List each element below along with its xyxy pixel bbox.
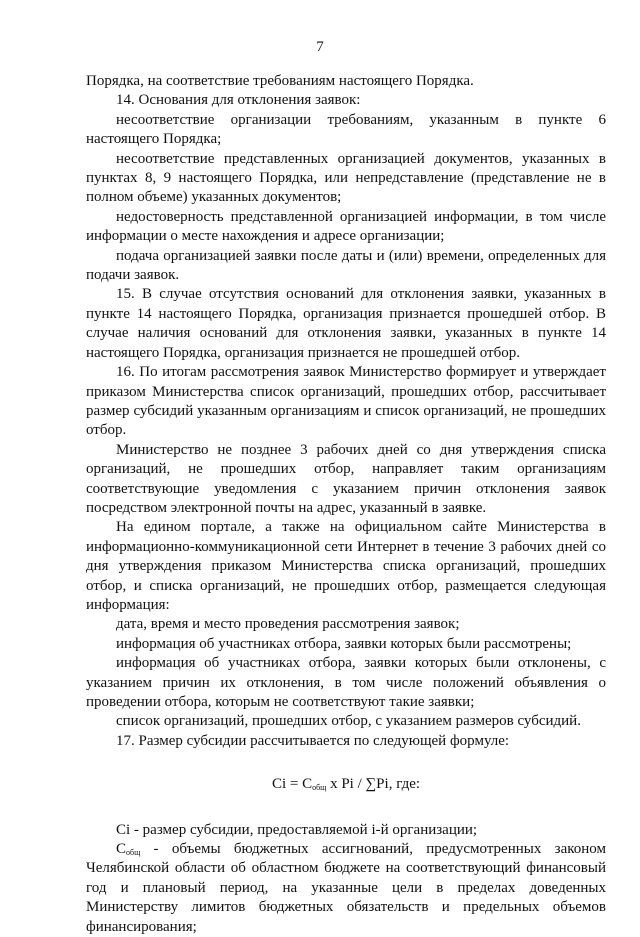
paragraph: На едином портале, а также на официальном сайте Министерства в информационно-коммуникационной сети Интернет в течение 3 рабочих дней со дня утверждения приказом Министерства списка организаций, прошедших отбор, и списка организаций, не прошедших отбор, размещается следующая информация: bbox=[86, 519, 606, 613]
paragraph: Министерство не позднее 3 рабочих дней со дня утверждения списка организаций, не прошедших отбор, направляет таким организациям соответствующие уведомления с указанием причин отклонения заявок посредством электронной почты на адрес, указанный в заявке. bbox=[86, 441, 606, 516]
cobsh-symbol: C bbox=[116, 841, 127, 858]
document-body bbox=[86, 72, 606, 937]
cobsh-text: - объемы бюджетных ассигнований, предусмотренных законом Челябинской области об областном бюджете на соответствующий финансовый год и плановый период, на указанные цели в пределах доведенных Министерству лимитов бюджетных обязательств и предельных объемов финансирования; bbox=[86, 841, 606, 935]
cobsh-definition bbox=[86, 840, 606, 937]
paragraph: Порядка, на соответствие требованиям настоящего Порядка. bbox=[86, 73, 474, 89]
formula-right: x Pi / ∑Pi, где: bbox=[326, 776, 421, 793]
paragraph: подача организацией заявки после даты и (или) времени, определенных для подачи заявок. bbox=[86, 247, 606, 284]
paragraph: список организаций, прошедших отбор, с указанием размеров субсидий. bbox=[116, 713, 581, 730]
formula-subscript: общ bbox=[312, 783, 327, 793]
paragraph: 15. В случае отсутствия оснований для отклонения заявки, указанных в пункте 14 настоящего Порядка, организация признается прошедшей отбор. В случае наличия оснований для отклонения заявки, указанных в пункте 14 настоящего Порядка, организация признается не прошедшей отбор. bbox=[86, 286, 606, 361]
cobsh-subscript: общ bbox=[126, 848, 141, 858]
paragraph: информация об участниках отбора, заявки которых были рассмотрены; bbox=[116, 635, 572, 652]
paragraph: недостоверность представленной организацией информации, в том числе информации о месте нахождения и адресе организации; bbox=[86, 208, 606, 245]
formula-left: Ci = C bbox=[271, 776, 313, 793]
page-number: 7 bbox=[316, 39, 324, 55]
paragraph: несоответствие представленных организацией документов, указанных в пунктах 8, 9 настоящего Порядка, или непредставление (представление не в полном объеме) указанных документов; bbox=[86, 150, 606, 206]
subsidy-formula bbox=[86, 775, 606, 794]
paragraph-list bbox=[86, 72, 606, 751]
ci-definition: Ci - размер субсидии, предоставляемой i-й организации; bbox=[116, 821, 478, 838]
paragraph: дата, время и место проведения рассмотрения заявок; bbox=[116, 616, 460, 633]
paragraph: 16. По итогам рассмотрения заявок Министерство формирует и утверждает приказом Министерства список организаций, прошедших отбор, рассчитывает размер субсидий указанным организациям и список организаций, не прошедших отбор. bbox=[86, 364, 606, 439]
paragraph: 17. Размер субсидии рассчитывается по следующей формуле: bbox=[116, 732, 510, 749]
paragraph: несоответствие организации требованиям, указанным в пункте 6 настоящего Порядка; bbox=[86, 111, 606, 148]
paragraph: информация об участниках отбора, заявки которых были отклонены, с указанием причин их отклонения, в том числе положений объявления о проведении отбора, которым не соответствуют такие заявки; bbox=[86, 655, 606, 710]
paragraph: 14. Основания для отклонения заявок: bbox=[116, 92, 361, 109]
